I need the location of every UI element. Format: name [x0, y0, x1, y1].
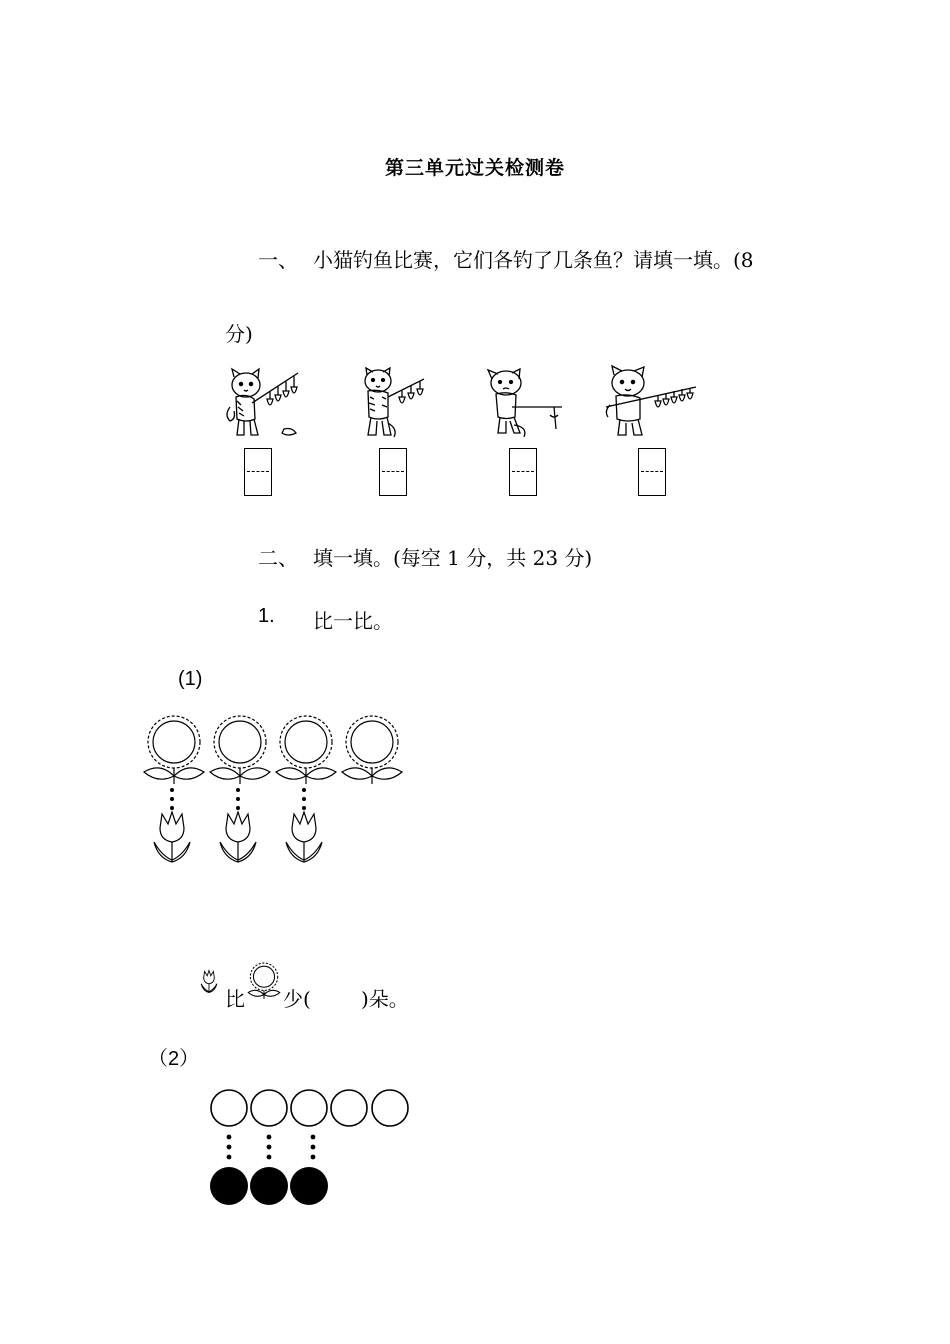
- page-title: 第三单元过关检测卷: [384, 157, 565, 179]
- subquestion1-text: 比一比。: [313, 609, 393, 633]
- answer-box-4[interactable]: [638, 448, 666, 496]
- black-circle: [250, 1167, 288, 1205]
- comparison-word: 比: [225, 987, 245, 1011]
- sunflower-icon: [342, 716, 402, 784]
- part1-label: (1): [178, 668, 203, 690]
- sunflower-small-icon: [244, 962, 284, 1002]
- part2-label: （2）: [148, 1048, 200, 1070]
- subquestion1-number: 1.: [258, 605, 275, 627]
- black-circle: [210, 1167, 248, 1205]
- comparison-unit: )朵。: [361, 987, 409, 1011]
- tulip-icon: [286, 812, 322, 862]
- cat-1-icon: [222, 367, 312, 441]
- comparison-text: 少(: [283, 987, 311, 1011]
- black-circle: [290, 1167, 328, 1205]
- white-circle: [251, 1090, 287, 1126]
- white-circle: [372, 1090, 408, 1126]
- comparison-answer-blank[interactable]: [318, 983, 360, 1007]
- sunflower-icon: [210, 716, 270, 784]
- flowers-tulips-illustration: [140, 710, 420, 870]
- sunflower-icon: [276, 716, 336, 784]
- section2-number: 二、: [258, 546, 298, 570]
- tulip-icon: [154, 812, 190, 862]
- white-circle: [211, 1090, 247, 1126]
- circles-illustration: [205, 1085, 420, 1210]
- white-circle: [331, 1090, 367, 1126]
- sunflower-icon: [144, 716, 204, 784]
- section2-text: 填一填。(每空 1 分，共 23 分): [313, 546, 593, 570]
- tulip-small-icon: [194, 964, 224, 1000]
- answer-box-1[interactable]: [244, 448, 272, 496]
- white-circle: [291, 1090, 327, 1126]
- answer-box-2[interactable]: [379, 448, 407, 496]
- section1-text: 小猫钓鱼比赛，它们各钓了几条鱼？请填一填。(8: [313, 248, 754, 272]
- section1-number: 一、: [258, 248, 298, 272]
- cat-2-icon: [358, 367, 438, 441]
- tulip-icon: [220, 812, 256, 862]
- answer-box-3[interactable]: [509, 448, 537, 496]
- cat-3-icon: [484, 367, 564, 441]
- cat-4-icon: [600, 365, 704, 441]
- section1-text-continued: 分): [225, 322, 253, 346]
